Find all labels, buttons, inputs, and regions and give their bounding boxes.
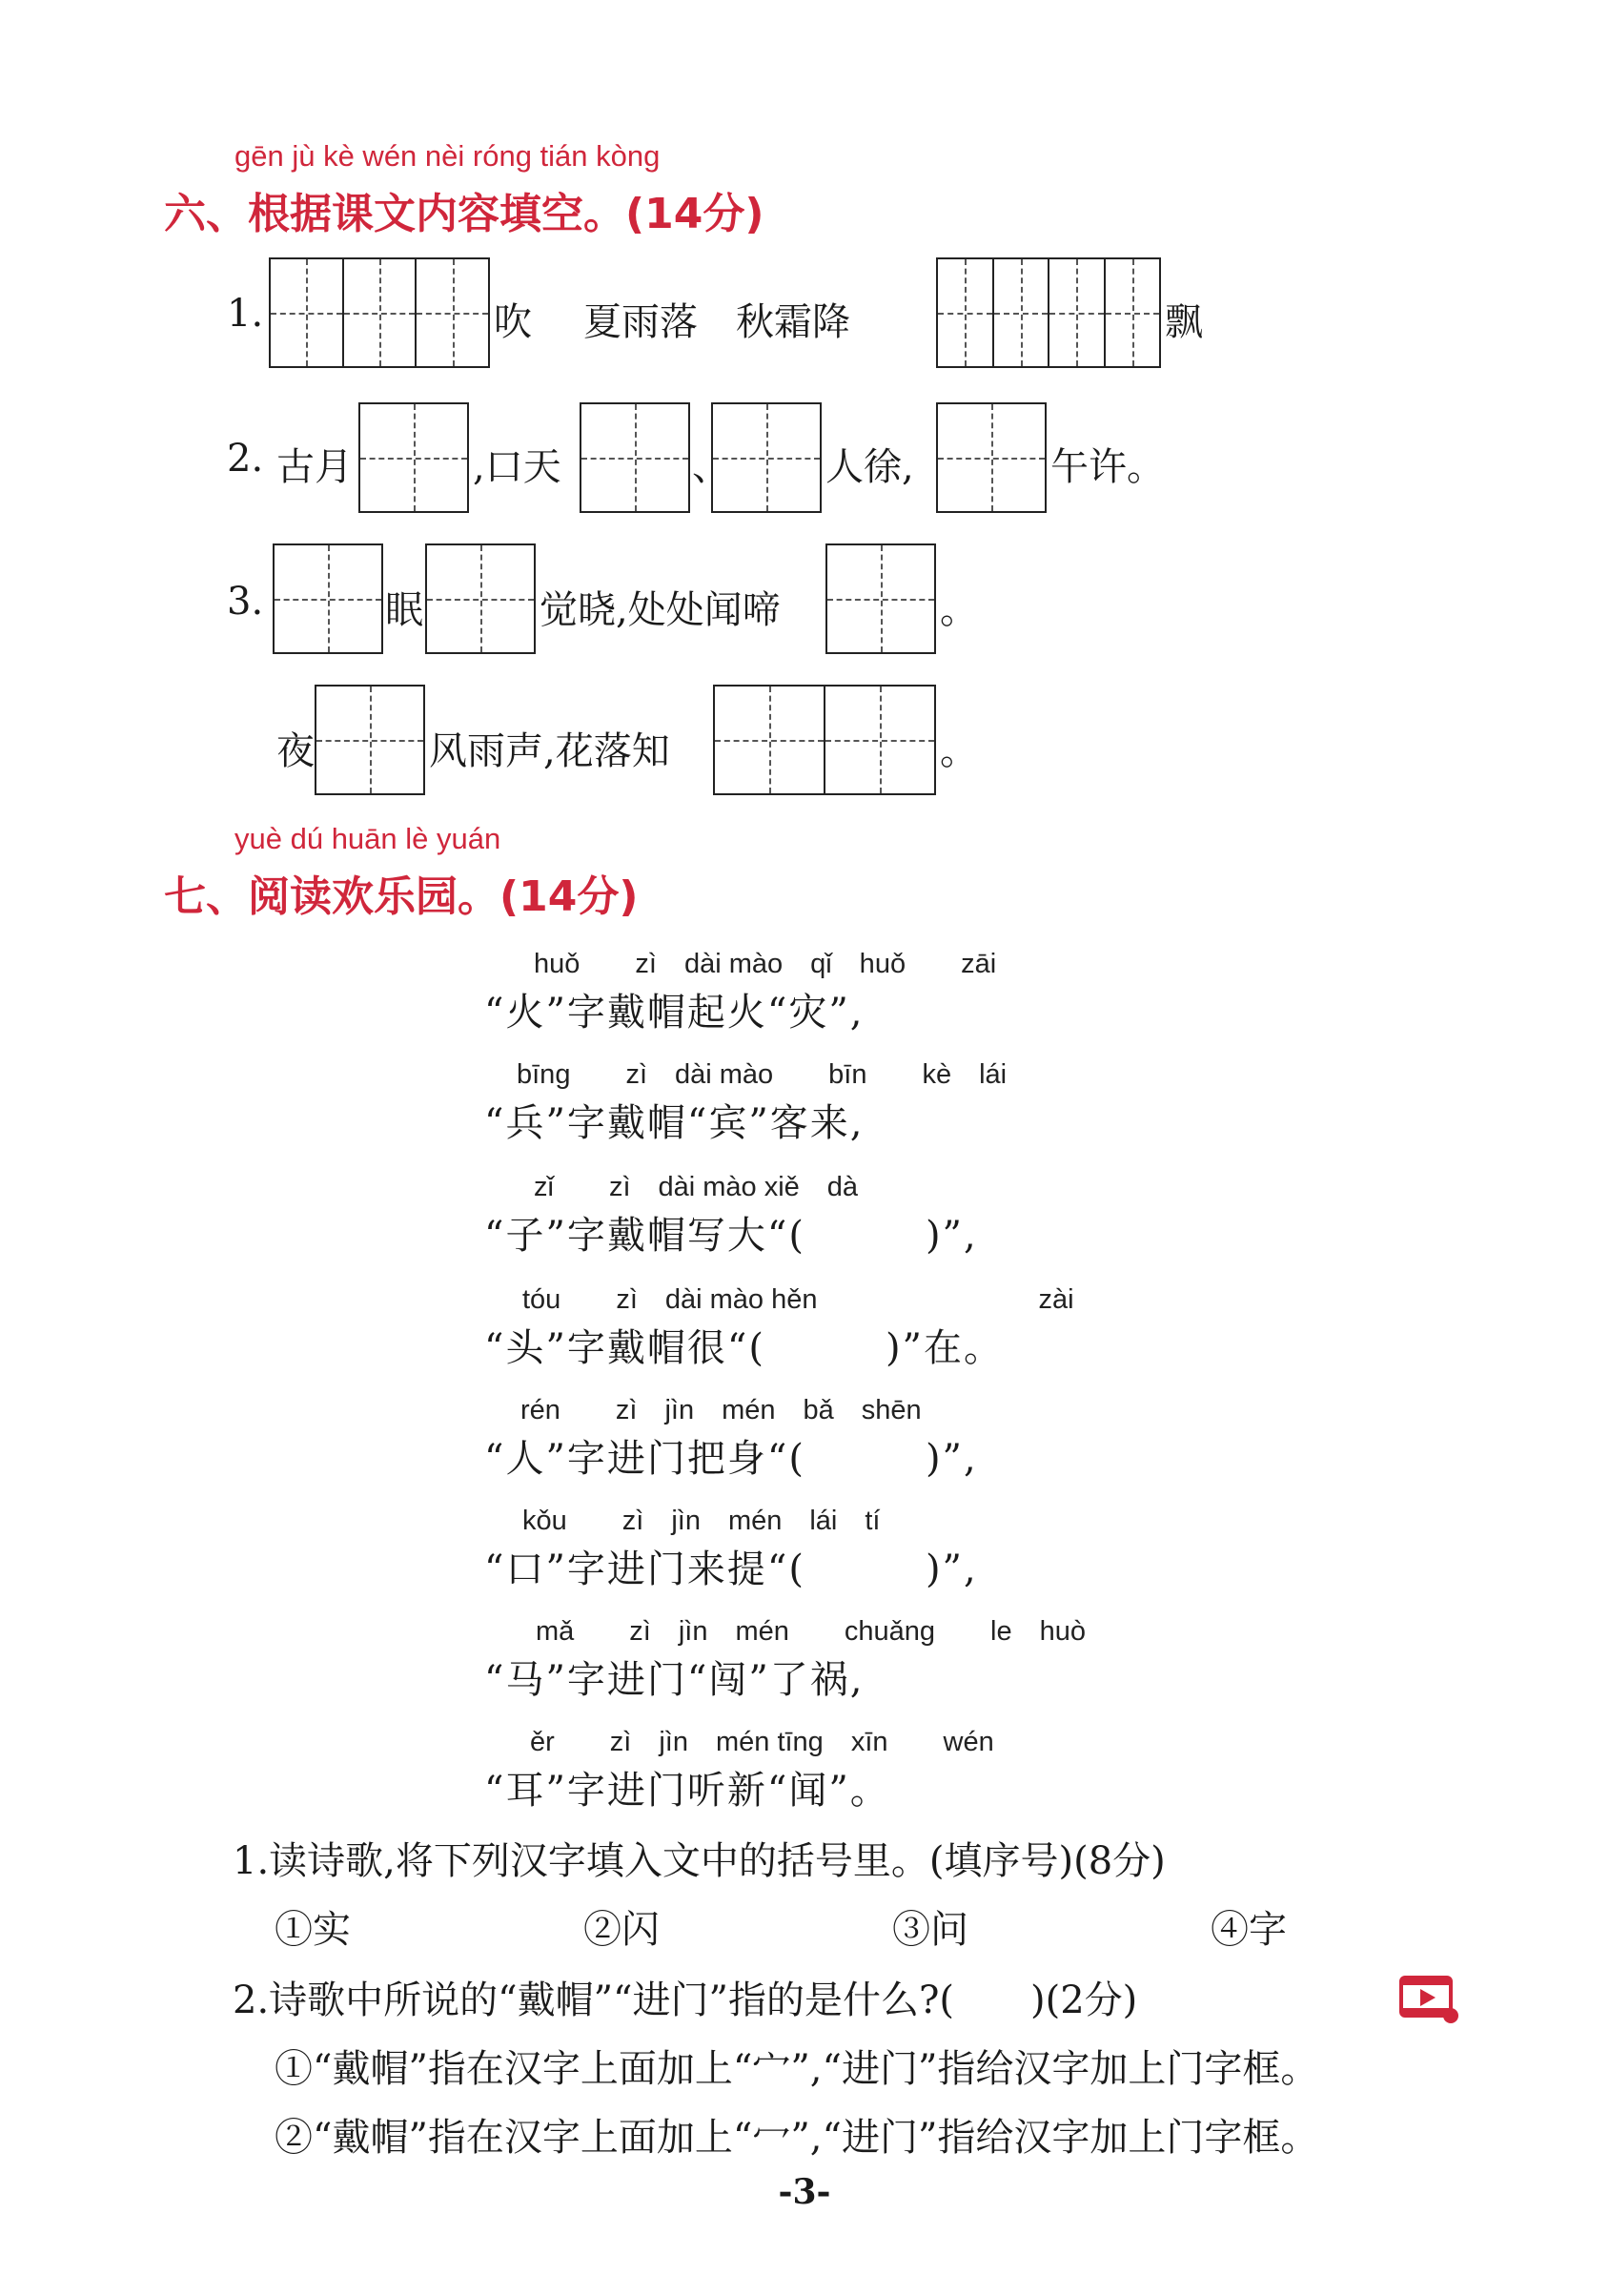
poem-pinyin-line: huǒ zì dài mào qǐ huǒ zāi — [534, 949, 997, 979]
poem-pinyin-line: ěr zì jìn mén tīng xīn wén — [530, 1727, 994, 1757]
poem-pinyin-line: kǒu zì jìn mén lái tí — [522, 1506, 881, 1536]
poem-line: “子”字戴帽写大“( )”, — [484, 1214, 978, 1258]
item1-text-c: 飘 — [1165, 300, 1203, 344]
answer-box[interactable] — [711, 402, 822, 513]
item2-text-a: 古月 — [276, 445, 353, 489]
question-2: 2.诗歌中所说的“戴帽”“进门”指的是什么?( )(2分) — [233, 1978, 1138, 2022]
item3-text-b: 觉晓,处处闻啼 — [540, 588, 781, 632]
item1-number: 1. — [227, 292, 264, 336]
poem-line: “人”字进门把身“( )”, — [484, 1437, 978, 1481]
item3-text-c: 。 — [940, 588, 978, 632]
poem-pinyin-line: tóu zì dài mào hěn zài — [522, 1284, 1074, 1315]
option-2: ②闪 — [583, 1908, 660, 1952]
item3b-text-a: 夜 — [276, 729, 315, 773]
poem-line: “火”字戴帽起火“灾”, — [484, 991, 865, 1035]
item1-text-b: 夏雨落 秋霜降 — [583, 300, 850, 344]
item2-text-c: 、 — [692, 445, 730, 489]
answer-box[interactable] — [825, 543, 936, 654]
q2-option-1: ①“戴帽”指在汉字上面加上“宀”,“进门”指给汉字加上门字框。 — [275, 2047, 1319, 2091]
poem-line: “兵”字戴帽“宾”客来, — [484, 1101, 865, 1145]
item1-text-a: 吹 — [494, 300, 532, 344]
page-number: -3- — [778, 2172, 831, 2212]
poem-pinyin-line: bīng zì dài mào bīn kè lái — [517, 1059, 1008, 1090]
item2-number: 2. — [227, 437, 264, 481]
question-1: 1.读诗歌,将下列汉字填入文中的括号里。(填序号)(8分) — [233, 1839, 1166, 1883]
item3b-text-c: 。 — [940, 729, 978, 773]
item3-text-a: 眠 — [385, 588, 423, 632]
answer-box[interactable] — [273, 543, 383, 654]
poem-line: “马”字进门“闯”了祸, — [484, 1658, 865, 1702]
item2-text-d: 人徐, — [825, 445, 914, 489]
answer-box[interactable] — [936, 402, 1047, 513]
answer-box[interactable] — [580, 402, 690, 513]
answer-box[interactable] — [358, 402, 469, 513]
option-1: ①实 — [275, 1908, 351, 1952]
option-3: ③问 — [892, 1908, 968, 1952]
item3-number: 3. — [227, 580, 264, 624]
section6-pinyin: gēn jù kè wén nèi róng tián kòng — [234, 139, 661, 173]
q2-option-2: ②“戴帽”指在汉字上面加上“冖”,“进门”指给汉字加上门字框。 — [275, 2116, 1319, 2160]
item3b-text-b: 风雨声,花落知 — [429, 729, 670, 773]
answer-box[interactable] — [269, 257, 490, 368]
answer-box[interactable] — [936, 257, 1161, 368]
poem-pinyin-line: rén zì jìn mén bǎ shēn — [520, 1395, 922, 1425]
section7-pinyin: yuè dú huān lè yuán — [234, 822, 501, 855]
item2-text-e: 午许。 — [1050, 445, 1165, 489]
answer-box[interactable] — [315, 685, 425, 795]
video-play-icon[interactable] — [1399, 1974, 1460, 2025]
poem-line: “耳”字进门听新“闻”。 — [484, 1769, 890, 1813]
poem-pinyin-line: mǎ zì jìn mén chuǎng le huò — [536, 1616, 1086, 1647]
option-4: ④字 — [1211, 1908, 1287, 1952]
item2-text-b: ,口天 — [473, 445, 561, 489]
answer-box[interactable] — [713, 685, 936, 795]
answer-box[interactable] — [425, 543, 536, 654]
section6-title: 六、根据课文内容填空。(14分) — [164, 190, 764, 238]
section7-title: 七、阅读欢乐园。(14分) — [164, 872, 639, 921]
poem-line: “头”字戴帽很“( )”在。 — [484, 1326, 1005, 1370]
poem-pinyin-line: zǐ zì dài mào xiě dà — [534, 1172, 859, 1202]
poem-line: “口”字进门来提“( )”, — [484, 1548, 978, 1591]
